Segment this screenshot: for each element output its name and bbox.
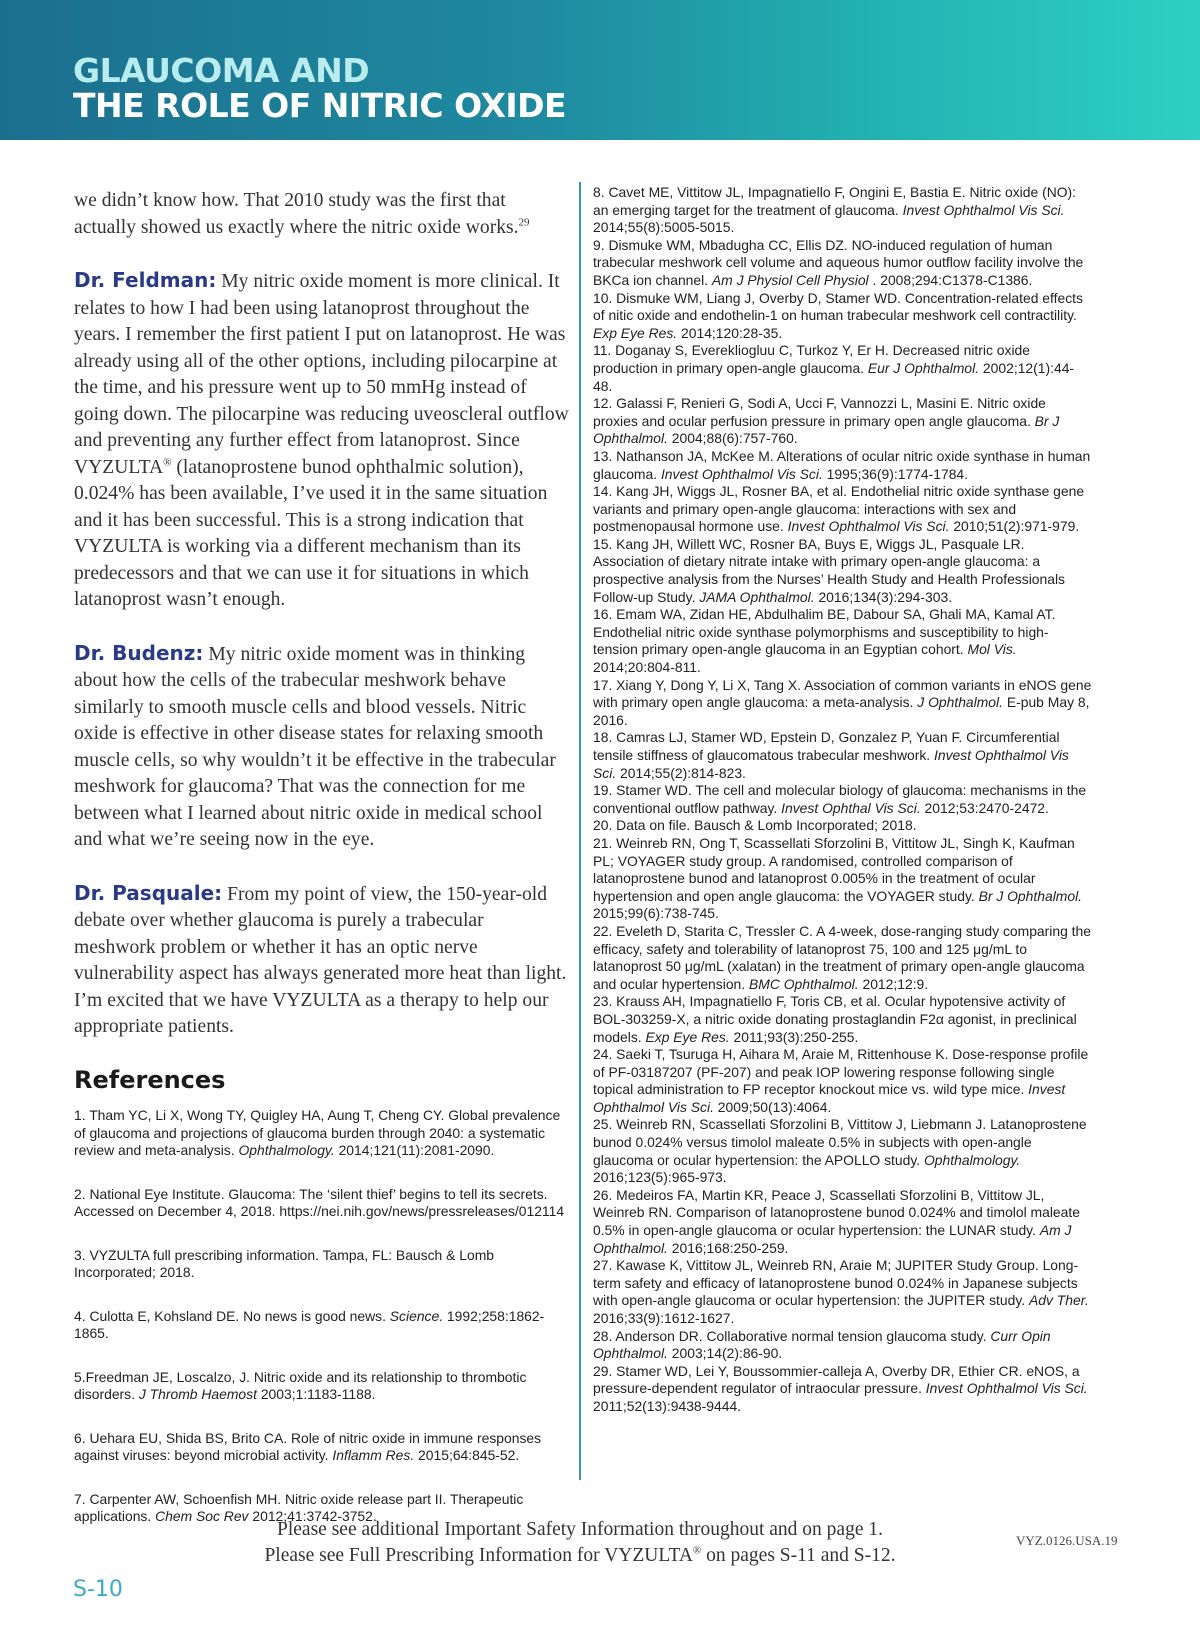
header-banner — [0, 0, 1200, 140]
reference-item — [593, 1257, 1093, 1327]
reference-text: 11. Doganay S, Everekliogluu C, Turkoz Y, Er H. Decreased nitric oxide production in primary open-angle glaucoma. — [593, 342, 1030, 376]
reference-text: 15. Kang JH, Willett WC, Rosner BA, Buys E, Wiggs JL, Pasquale LR. Association of dietary nitrate intake with primary open-angle glaucoma: a prospective analysis from the Nurses’ Health Study and Health Professionals Follow-up Study. — [593, 535, 1065, 605]
paragraph-text: From my point of view, the 150-year-old debate over whether glaucoma is purely a trabecular meshwork problem or whether it has an optic nerve vulnerability aspect has always generated more heat than light. I’m excited that we have VYZULTA as a therapy to help our appropriate patients. — [74, 883, 567, 1037]
reference-citation: 1995;36(9):1774-1784. — [822, 465, 969, 482]
reference-citation: 2014;55(2):814-823. — [616, 764, 746, 781]
reference-text: 12. Galassi F, Renieri G, Sodi A, Ucci F, Vannozzi L, Masini E. Nitric oxide proxies and ocular perfusion pressure in primary open angle glaucoma. — [593, 395, 1046, 429]
reference-item — [593, 993, 1093, 1046]
reference-item — [593, 448, 1093, 483]
reference-text: 25. Weinreb RN, Scassellati Sforzolini B, Vittitow J, Liebmann J. Latanoprostene bunod 0.024% versus timolol maleate 0.5% in subjects with open-angle glaucoma or ocular hypertension: the APOLLO study. — [593, 1116, 1087, 1168]
reference-citation: 2014;120:28-35. — [677, 324, 783, 341]
reference-journal: Invest Ophthalmol Vis Sci. — [902, 201, 1065, 218]
intro-text: we didn’t know how. That 2010 study was the first that actually showed us exactly where the nitric oxide works. — [74, 190, 519, 238]
reference-journal: Exp Eye Res. — [645, 1028, 730, 1045]
reference-journal: Adv Ther. — [1028, 1292, 1089, 1309]
reference-citation: 2014;55(8):5005-5015. — [593, 219, 735, 236]
reference-citation: 2012;41:3742-3752. — [248, 1508, 377, 1524]
reference-item — [74, 1247, 570, 1282]
reference-journal: Br J Ophthalmol. — [593, 412, 1060, 447]
references-heading: References — [74, 1065, 226, 1094]
reference-item — [593, 290, 1093, 343]
reference-journal: Eur J Ophthalmol. — [867, 359, 980, 376]
reference-citation: 2004;88(6):757-760. — [667, 430, 798, 447]
reference-item — [74, 1308, 570, 1343]
reference-text: 6. Uehara EU, Shida BS, Brito CA. Role of nitric oxide in immune responses against viruses: beyond microbial activity. — [74, 1429, 542, 1463]
reference-text: 4. Culotta E, Kohsland DE. No news is good news. — [74, 1307, 390, 1324]
reference-journal: Am J Physiol Cell Physiol — [711, 271, 869, 288]
reference-item — [593, 483, 1093, 536]
page-number: S-10 — [73, 1577, 123, 1602]
reference-text: 17. Xiang Y, Dong Y, Li X, Tang X. Association of common variants in eNOS gene with primary open angle glaucoma: a meta-analysis. — [593, 676, 1092, 711]
header-title-line1: GLAUCOMA AND — [73, 51, 370, 90]
reference-item — [593, 923, 1093, 993]
reference-text: 9. Dismuke WM, Mbadugha CC, Ellis DZ. NO-induced regulation of human trabecular meshwork cell volume and aqueous humor outflow facility involve the BKCa ion channel. — [593, 236, 1084, 288]
reference-journal: Ophthalmology. — [924, 1151, 1021, 1168]
reference-journal: Invest Ophthalmol Vis Sci. — [593, 1081, 1066, 1115]
reference-citation: 2002;12(1):44-48. — [593, 359, 1075, 394]
reference-journal: Br J Ophthalmol. — [978, 887, 1083, 904]
registered-mark: ® — [163, 455, 172, 468]
reference-item — [593, 606, 1093, 676]
reference-item — [74, 1186, 570, 1221]
reference-citation: 2016;123(5):965-973. — [593, 1169, 727, 1186]
reference-citation: 2003;14(2):86-90. — [667, 1345, 783, 1362]
reference-text: 26. Medeiros FA, Martin KR, Peace J, Scassellati Sforzolini B, Vittitow JL, Weinreb RN. Comparison of latanoprostene bunod 0.024% and timolol maleate 0.5% in open-angle glaucoma or ocular hypertension: the LUNAR study. — [593, 1186, 1080, 1239]
reference-item — [593, 1187, 1093, 1257]
reference-citation: 2016;134(3):294-303. — [814, 588, 953, 605]
reference-journal: J Ophthalmol. — [917, 694, 1003, 711]
reference-item — [593, 184, 1093, 237]
reference-item — [593, 395, 1093, 448]
document-code: VYZ.0126.USA.19 — [1016, 1533, 1118, 1548]
reference-journal: Science. — [389, 1307, 444, 1324]
reference-text: 14. Kang JH, Wiggs JL, Rosner BA, et al. Endothelial nitric oxide synthase gene variants and primary open-angle glaucoma: interactions with sex and postmenopausal hormone use. — [593, 483, 1085, 535]
reference-journal: BMC Ophthalmol. — [749, 975, 859, 992]
paragraph-text: My nitric oxide moment was in thinking about how the cells of the trabecular meshwork behave similarly to smooth muscle cells and blood vessels. Nitric oxide is effective in other disease states for relaxing smooth muscle cells, so why wouldn’t it be effective in the trabecular meshwork for glaucoma? That was the connection for me between what I learned about nitric oxide in medical school and what we’re seeing now in the eye. — [74, 643, 556, 850]
reference-item — [74, 1430, 570, 1465]
reference-citation: 2010;51(2):971-979. — [949, 518, 1080, 535]
reference-citation: E-pub May 8, 2016. — [593, 694, 1090, 728]
references-list-left — [74, 1107, 570, 1526]
reference-text: 13. Nathanson JA, McKee M. Alterations of ocular nitric oxide synthase in human glaucoma. — [593, 447, 1091, 482]
reference-item — [593, 1046, 1093, 1116]
reference-item — [593, 835, 1093, 923]
intro-citation: 29 — [518, 215, 530, 228]
reference-journal: Chem Soc Rev — [155, 1508, 249, 1524]
reference-journal: Invest Ophthal Vis Sci. — [781, 799, 921, 816]
header-title-line2: THE ROLE OF NITRIC OXIDE — [73, 86, 567, 125]
prescribing-info-pages: on pages S-11 and S-12. — [701, 1545, 896, 1566]
reference-text: 20. Data on file. Bausch & Lomb Incorporated; 2018. — [593, 817, 917, 834]
registered-mark: ® — [692, 1544, 702, 1557]
pasquale-paragraph — [74, 880, 570, 1041]
intro-paragraph — [74, 188, 570, 241]
reference-citation: . 2008;294:C1378-C1386. — [868, 271, 1033, 288]
reference-item — [593, 342, 1093, 395]
feldman-paragraph — [74, 267, 570, 614]
reference-text: 2. National Eye Institute. Glaucoma: The ‘silent thief’ begins to tell its secrets. Accessed on December 4, 2018. https://nei.nih.gov/news/pressreleases/012114 — [74, 1185, 565, 1219]
reference-text: 27. Kawase K, Vittitow JL, Weinreb RN, Araie M; JUPITER Study Group. Long-term safety and efficacy of latanoprostene bunod 0.024% in Japanese subjects with open-angle glaucoma or ocular hypertension: the JUPITER study. — [593, 1257, 1079, 1309]
reference-text: 10. Dismuke WM, Liang J, Overby D, Stamer WD. Concentration-related effects of nitic oxide and endothelin-1 on human trabecular meshwork cell contractility. — [593, 289, 1083, 324]
reference-text: 18. Camras LJ, Stamer WD, Epstein D, Gonzalez P, Yuan F. Circumferential tensile stiffness of glaucomatous trabecular meshwork. — [593, 729, 1060, 763]
paragraph-text: My nitric oxide moment is more clinical. It relates to how I had been using latanoprost throughout the years. I remember the first patient I put on latanoprost. He was already using all of the other options, including pilocarpine at the time, and his pressure went up to 50 mmHg instead of going down. The pilocarpine was reducing uveoscleral outflow and preventing any further effect from latanoprost. Since VYZULTA — [74, 271, 569, 478]
reference-journal: Exp Eye Res. — [593, 324, 678, 341]
reference-journal: Invest Ophthalmol Vis Sci. — [925, 1380, 1088, 1397]
reference-journal: Am J Ophthalmol. — [593, 1222, 1072, 1256]
speaker-name: Dr. Feldman: — [74, 268, 217, 292]
reference-text: 5.Freedman JE, Loscalzo, J. Nitric oxide and its relationship to thrombotic disorders. — [74, 1368, 527, 1402]
reference-item — [593, 817, 1093, 835]
reference-text: 16. Emam WA, Zidan HE, Abdulhalim BE, Dabour SA, Ghali MA, Kamal AT. Endothelial nitric oxide synthase polymorphisms and susceptibility to high-tension primary open-angle glaucoma in an Egyptian cohort. — [593, 606, 1056, 658]
left-column — [74, 188, 570, 1552]
budenz-paragraph — [74, 640, 570, 854]
reference-item — [593, 1116, 1093, 1186]
paragraph-text-continued: (latanoprostene bunod ophthalmic solution), 0.024% has been available, I’ve used it in the same situation and it has been successful. This is a strong indication that VYZULTA is working via a different mechanism than its predecessors and that we can use it for situations in which latanoprost wasn’t enough. — [74, 456, 548, 610]
reference-citation: 2012;12:9. — [858, 975, 929, 992]
reference-citation: 2016;168:250-259. — [667, 1239, 789, 1256]
reference-text: 28. Anderson DR. Collaborative normal tension glaucoma study. — [593, 1327, 991, 1344]
reference-journal: Invest Ophthalmol Vis Sci. — [593, 747, 1069, 781]
reference-item — [74, 1107, 570, 1160]
references-list-right — [593, 184, 1093, 1416]
reference-text: 7. Carpenter AW, Schoenfish MH. Nitric oxide release part II. Therapeutic applications. — [74, 1490, 524, 1524]
reference-journal: Inflamm Res. — [332, 1447, 415, 1463]
reference-citation: 2009;50(13):4064. — [713, 1098, 832, 1115]
reference-text: 8. Cavet ME, Vittitow JL, Impagnatiello F, Ongini E, Bastia E. Nitric oxide (NO): an emerging target for the treatment of glaucoma. — [593, 184, 1077, 218]
reference-citation: 2011;93(3):250-255. — [729, 1028, 859, 1045]
reference-text: 21. Weinreb RN, Ong T, Scassellati Sforzolini B, Vittitow JL, Singh K, Kaufman PL; VOYAGER study group. A randomised, controlled comparison of latanoprostene bunod and latanoprost 0.005% in the treatment of ocular hypertension and open angle glaucoma: the VOYAGER study. — [593, 834, 1075, 904]
reference-journal: Ophthalmology. — [238, 1142, 335, 1158]
prescribing-info-notice — [200, 1545, 960, 1567]
reference-citation: 2015;99(6):738-745. — [593, 905, 719, 922]
reference-item — [593, 237, 1093, 290]
reference-item — [593, 536, 1093, 606]
reference-text: 23. Krauss AH, Impagnatiello F, Toris CB, et al. Ocular hypotensive activity of BOL-303259-X, a nitric oxide donating prostaglandin F2α agonist, in preclinical models. — [593, 993, 1077, 1045]
reference-item — [593, 1363, 1093, 1416]
reference-citation: 2014;121(11):2081-2090. — [334, 1142, 495, 1158]
reference-citation: 2016;33(9):1612-1627. — [593, 1310, 735, 1326]
reference-citation: 2012;53:2470-2472. — [920, 799, 1049, 816]
reference-text: 3. VYZULTA full prescribing information. Tampa, FL: Bausch & Lomb Incorporated; 2018. — [74, 1246, 494, 1280]
reference-journal: Invest Ophthalmol Vis Sci. — [660, 465, 823, 482]
reference-item — [593, 729, 1093, 782]
reference-text: 19. Stamer WD. The cell and molecular biology of glaucoma: mechanisms in the conventional outflow pathway. — [593, 782, 1087, 816]
reference-journal: Mol Vis. — [967, 641, 1017, 658]
speaker-name: Dr. Pasquale: — [74, 880, 223, 905]
speaker-name: Dr. Budenz: — [74, 640, 204, 665]
reference-journal: JAMA Ophthalmol. — [699, 588, 815, 605]
reference-journal: Invest Ophthalmol Vis Sci. — [787, 518, 950, 535]
reference-text: 1. Tham YC, Li X, Wong TY, Quigley HA, Aung T, Cheng CY. Global prevalence of glaucoma and projections of glaucoma burden through 2040: a systematic review and meta-analysis. — [74, 1107, 561, 1158]
reference-item — [593, 1328, 1093, 1363]
reference-item — [593, 677, 1093, 730]
reference-citation: 2014;20:804-811. — [593, 659, 701, 676]
reference-journal: Curr Opin Ophthalmol. — [593, 1327, 1051, 1362]
reference-citation: 2003;1:1183-1188. — [256, 1386, 376, 1402]
reference-item — [74, 1369, 570, 1404]
safety-info-notice: Please see additional Important Safety Information throughout and on page 1. — [277, 1519, 883, 1540]
reference-journal: J Thromb Haemost — [138, 1386, 257, 1402]
column-divider — [579, 182, 581, 1480]
prescribing-info-text: Please see Full Prescribing Information for VYZULTA — [264, 1545, 693, 1566]
reference-citation: 2015;64:845-52. — [414, 1447, 520, 1463]
reference-citation: 2011;52(13):9438-9444. — [593, 1397, 742, 1414]
reference-text: 29. Stamer WD, Lei Y, Boussommier-calleja A, Overby DR, Ethier CR. eNOS, a pressure-dependent regulator of intraocular pressure. — [593, 1362, 1080, 1397]
reference-text: 22. Eveleth D, Starita C, Tressler C. A 4-week, dose-ranging study comparing the efficacy, safety and tolerability of latanoprost 75, 100 and 125 μg/mL to latanoprost 50 μg/mL (xalatan) in the treatment of primary open-angle glaucoma and ocular hypertension. — [593, 922, 1091, 992]
reference-text: 24. Saeki T, Tsuruga H, Aihara M, Araie M, Rittenhouse K. Dose-response profile of PF-03187207 (PF-207) and peak IOP lowering response following single topical administration to FP receptor knockout mice vs. wild type mice. — [593, 1046, 1089, 1098]
reference-item — [593, 782, 1093, 817]
reference-citation: 1992;258:1862-1865. — [74, 1307, 545, 1341]
